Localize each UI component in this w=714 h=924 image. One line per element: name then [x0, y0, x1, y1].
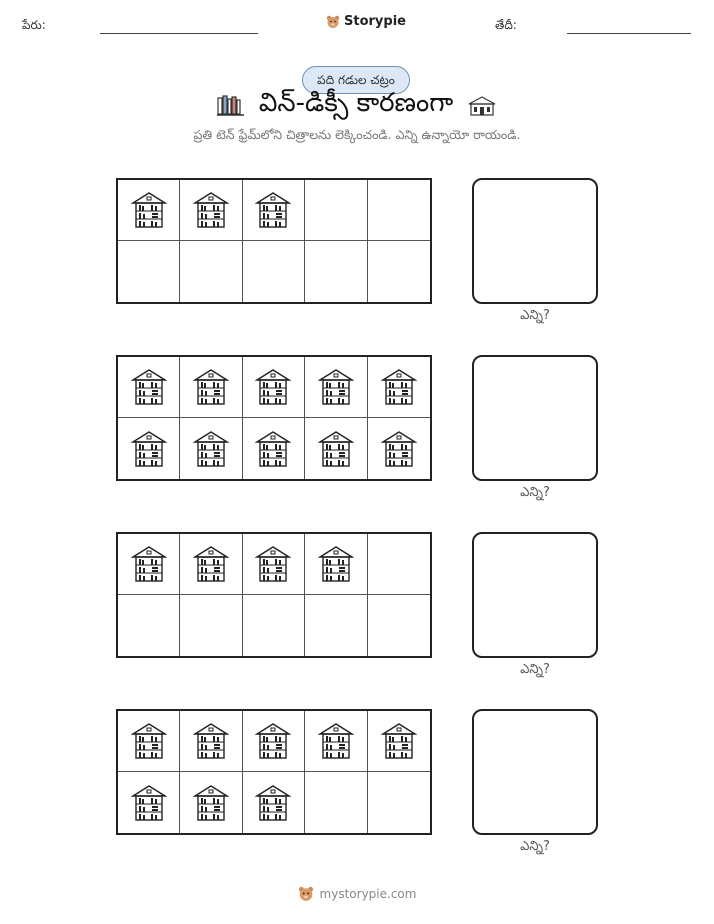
library-building-icon — [255, 368, 291, 406]
ten-frame-cell — [368, 180, 430, 241]
ten-frame-cell — [180, 241, 242, 302]
library-building-icon — [131, 545, 167, 583]
library-building-icon — [255, 191, 291, 229]
ten-frame — [116, 178, 432, 304]
library-building-icon — [131, 368, 167, 406]
ten-frame-cell — [305, 241, 367, 302]
ten-frame-cell — [368, 534, 430, 595]
library-building-icon — [131, 430, 167, 468]
answer-box[interactable] — [472, 178, 598, 304]
library-building-icon — [131, 191, 167, 229]
ten-frame — [116, 532, 432, 658]
name-label: పేరు: — [22, 18, 46, 32]
answer-box[interactable] — [472, 355, 598, 481]
ten-frame-cell — [305, 772, 367, 833]
ten-frame-cell — [368, 711, 430, 772]
ten-frame-cell — [305, 418, 367, 479]
library-building-icon — [255, 430, 291, 468]
library-building-icon — [255, 784, 291, 822]
ten-frame-cell — [243, 418, 305, 479]
library-building-icon — [255, 545, 291, 583]
date-label: తేదీ: — [495, 18, 517, 32]
brand-name: Storypie — [344, 14, 406, 29]
ten-frame-cell — [368, 418, 430, 479]
library-building-icon — [318, 368, 354, 406]
library-building-icon — [193, 430, 229, 468]
library-building-icon — [131, 722, 167, 760]
ten-frame — [116, 709, 432, 835]
ten-frame-cell — [243, 180, 305, 241]
ten-frame-cell — [180, 418, 242, 479]
ten-frame-cell — [305, 595, 367, 656]
answer-box[interactable] — [472, 532, 598, 658]
date-line[interactable] — [567, 33, 691, 34]
title-row — [0, 88, 714, 124]
ten-frame-cell — [118, 241, 180, 302]
ten-frame-cell — [243, 711, 305, 772]
ten-frame-cell — [118, 772, 180, 833]
ten-frame-cell — [118, 357, 180, 418]
ten-frame-cell — [118, 180, 180, 241]
instruction-text: ప్రతి టెన్ ఫ్రేమ్‌లోని చిత్రాలను లెక్కించండి. ఎన్ని ఉన్నాయో రాయండి. — [193, 127, 521, 142]
how-many-label: ఎన్ని? — [520, 662, 550, 677]
ten-frame-cell — [118, 534, 180, 595]
worksheet-title: విన్-డిక్సీ కారణంగా — [258, 88, 454, 118]
library-building-icon — [193, 545, 229, 583]
how-many-label: ఎన్ని? — [520, 839, 550, 854]
footer — [0, 886, 714, 902]
ten-frame-cell — [368, 595, 430, 656]
library-building-icon — [193, 368, 229, 406]
ten-frame-cell — [118, 711, 180, 772]
ten-frame — [116, 355, 432, 481]
name-line[interactable] — [100, 33, 258, 34]
ten-frame-cell — [180, 772, 242, 833]
how-many-label: ఎన్ని? — [520, 485, 550, 500]
library-building-icon — [193, 191, 229, 229]
ten-frame-cell — [368, 241, 430, 302]
library-building-icon — [381, 430, 417, 468]
ten-frame-cell — [243, 772, 305, 833]
ten-frame-cell — [305, 357, 367, 418]
ten-frame-cell — [180, 357, 242, 418]
ten-frame-cell — [305, 534, 367, 595]
library-building-icon — [131, 784, 167, 822]
library-building-icon — [318, 545, 354, 583]
bookshelf-icon — [217, 95, 245, 117]
library-building-icon — [381, 722, 417, 760]
library-building-icon — [318, 430, 354, 468]
ten-frame-cell — [180, 711, 242, 772]
ten-frame-cell — [243, 357, 305, 418]
ten-frame-cell — [118, 595, 180, 656]
bear-icon — [326, 15, 340, 29]
ten-frame-cell — [180, 180, 242, 241]
ten-frame-cell — [180, 595, 242, 656]
library-building-icon — [255, 722, 291, 760]
answer-box[interactable] — [472, 709, 598, 835]
brand-logo — [326, 14, 406, 29]
library-building-icon — [193, 784, 229, 822]
ten-frame-cell — [305, 180, 367, 241]
ten-frame-cell — [368, 772, 430, 833]
library-building-icon — [318, 722, 354, 760]
footer-url: mystorypie.com — [319, 887, 417, 901]
how-many-label: ఎన్ని? — [520, 308, 550, 323]
ten-frame-cell — [118, 418, 180, 479]
ten-frame-cell — [243, 534, 305, 595]
library-building-icon — [381, 368, 417, 406]
ten-frame-cell — [368, 357, 430, 418]
library-icon — [467, 95, 497, 117]
ten-frame-cell — [180, 534, 242, 595]
worksheet-type-badge: పది గడుల చట్రం — [302, 66, 410, 94]
ten-frame-cell — [305, 711, 367, 772]
library-building-icon — [193, 722, 229, 760]
ten-frame-cell — [243, 595, 305, 656]
ten-frame-cell — [243, 241, 305, 302]
bear-icon — [298, 886, 314, 902]
